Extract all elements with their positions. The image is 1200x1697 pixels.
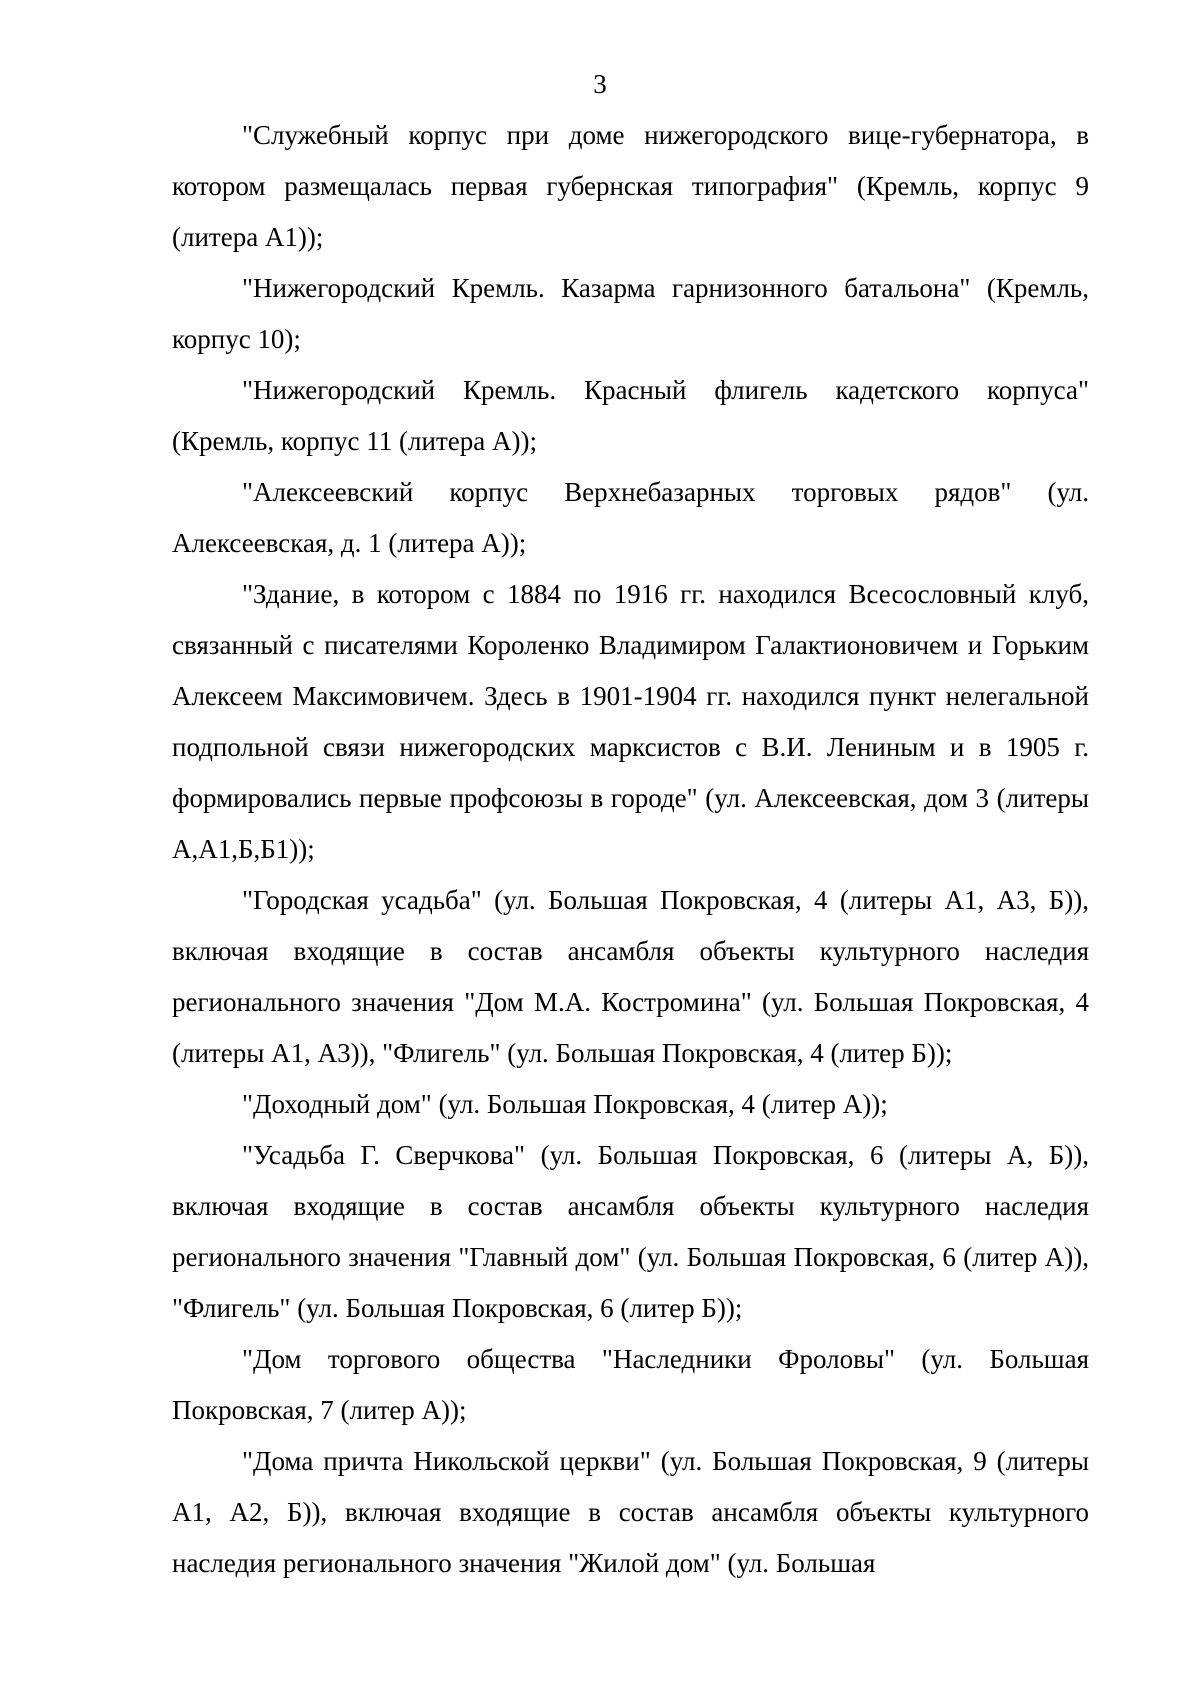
paragraph-5: "Здание, в котором с 1884 по 1916 гг. находился Всесословный клуб, связанный с писателями Короленко Владимиром Галактионовичем и Горьким Алексеем Максимовичем. Здесь в 1901-1904 гг. находился пункт нелегальной подпольной связи нижегородских марксистов с В.И. Лениным и в 1905 г. формировались первые профсоюзы в городе" (ул. Алексеевская, дом 3 (литеры А,А1,Б,Б1)); (172, 579, 1089, 864)
paragraph-8: "Усадьба Г. Сверчкова" (ул. Большая Покровская, 6 (литеры А, Б)), включая входящие в состав ансамбля объекты культурного наследия регионального значения "Главный дом" (ул. Большая Покровская, 6 (литер А)), "Флигель" (ул. Большая Покровская, 6 (литер Б)); (172, 1140, 1089, 1323)
paragraph-1: "Служебный корпус при доме нижегородского вице-губернатора, в котором размещалась первая губернская типография" (Кремль, корпус 9 (литера А1)); (172, 120, 1089, 252)
paragraph-9: "Дом торгового общества "Наследники Фроловы" (ул. Большая Покровская, 7 (литер А)); (172, 1344, 1089, 1425)
document-body (172, 110, 1089, 1589)
paragraph-4: "Алексеевский корпус Верхнебазарных торговых рядов" (ул. Алексеевская, д. 1 (литера А)); (172, 477, 1089, 558)
paragraph-2: "Нижегородский Кремль. Казарма гарнизонного батальона" (Кремль, корпус 10); (172, 273, 1089, 354)
paragraph-6: "Городская усадьба" (ул. Большая Покровская, 4 (литеры А1, А3, Б)), включая входящие в состав ансамбля объекты культурного наследия регионального значения "Дом М.А. Костромина" (ул. Большая Покровская, 4 (литеры А1, А3)), "Флигель" (ул. Большая Покровская, 4 (литер Б)); (172, 885, 1089, 1068)
paragraph-3: "Нижегородский Кремль. Красный флигель кадетского корпуса" (Кремль, корпус 11 (литера А)); (172, 375, 1089, 456)
page-number: 3 (593, 69, 607, 99)
paragraph-10: "Дома причта Никольской церкви" (ул. Большая Покровская, 9 (литеры А1, А2, Б)), включая входящие в состав ансамбля объекты культурного наследия регионального значения "Жилой дом" (ул. Большая (172, 1446, 1089, 1578)
paragraph-7: "Доходный дом" (ул. Большая Покровская, 4 (литер А)); (242, 1089, 888, 1119)
